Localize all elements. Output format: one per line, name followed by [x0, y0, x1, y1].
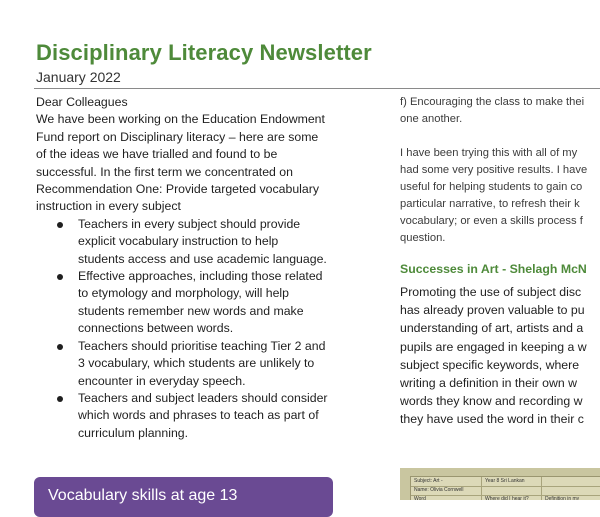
worksheet-cell: Word	[414, 496, 426, 500]
recommendation-list	[36, 216, 366, 442]
list-item-line: students access and use academic language.	[78, 251, 327, 266]
list-item	[78, 390, 366, 442]
text-line: pupils are engaged in keeping a w	[400, 339, 587, 354]
vocabulary-skills-title: Vocabulary skills at age 13	[48, 487, 238, 504]
worksheet-cell: Where did I hear it?	[485, 496, 529, 500]
bullet-icon	[57, 344, 63, 350]
list-item-line: 3 vocabulary, which students are unlikely to	[78, 356, 315, 371]
list-item-line: Teachers should prioritise teaching Tier 2 and	[78, 338, 326, 353]
list-item-line: Effective approaches, including those related	[78, 269, 323, 284]
bullet-icon	[57, 222, 63, 228]
bullet-icon	[57, 274, 63, 280]
vocabulary-worksheet-photo	[400, 468, 600, 500]
list-item	[78, 268, 366, 338]
right-column-text	[400, 94, 600, 247]
list-item-line: which words and phrases to teach as part of	[78, 408, 319, 423]
bullet-icon	[57, 396, 63, 402]
greeting: Dear Colleagues	[36, 95, 128, 109]
newsletter-date: January 2022	[36, 69, 121, 85]
worksheet-table	[410, 476, 600, 500]
art-successes-heading: Successes in Art - Shelagh McN	[400, 262, 587, 276]
list-item-line: connections between words.	[78, 321, 234, 336]
list-item	[78, 338, 366, 390]
text-line: question.	[400, 232, 446, 244]
text-line: useful for helping students to gain co	[400, 181, 583, 193]
text-line: words they know and recording w	[400, 394, 583, 409]
text-line: understanding of art, artists and a	[400, 321, 584, 336]
intro-line: We have been working on the Education Endowment	[36, 112, 325, 127]
text-line: had some very positive results. I have	[400, 164, 588, 176]
worksheet-cell: Definition in my	[545, 496, 580, 500]
text-line: writing a definition in their own w	[400, 376, 578, 391]
text-line: vocabulary; or even a skills process f	[400, 215, 583, 227]
list-item-line: to etymology and morphology, will help	[78, 286, 289, 301]
text-line: they have used the word in their c	[400, 412, 584, 427]
worksheet-cell: Name: Olivia Cornwell	[414, 487, 464, 493]
text-line: I have been trying this with all of my	[400, 147, 578, 159]
list-item-line: Teachers and subject leaders should consider	[78, 390, 328, 405]
text-line: one another.	[400, 113, 463, 125]
list-item-line: Teachers in every subject should provide	[78, 216, 301, 231]
text-line: has already proven valuable to pu	[400, 303, 585, 318]
intro-line: of the ideas we have trialled and found to be	[36, 147, 278, 162]
worksheet-cell: Subject: Art -	[414, 478, 443, 484]
list-item	[78, 216, 366, 268]
list-item-line: explicit vocabulary instruction to help	[78, 234, 279, 249]
list-item-line: curriculum planning.	[78, 425, 189, 440]
text-line: f) Encouraging the class to make thei	[400, 96, 585, 108]
list-item-line: encounter in everyday speech.	[78, 373, 246, 388]
text-line: Promoting the use of subject disc	[400, 285, 582, 299]
intro-line: Recommendation One: Provide targeted vocabulary	[36, 182, 319, 197]
letter-column	[36, 94, 366, 442]
text-line: subject specific keywords, where	[400, 357, 580, 372]
intro-line: instruction in every subject	[36, 199, 181, 214]
intro-line: Fund report on Disciplinary literacy – here are some	[36, 129, 319, 144]
intro-paragraph	[36, 111, 366, 215]
newsletter-title: Disciplinary Literacy Newsletter	[36, 40, 372, 65]
list-item-line: students remember new words and make	[78, 303, 304, 318]
vocabulary-skills-box	[34, 477, 333, 517]
text-line: particular narrative, to refresh their k	[400, 198, 580, 210]
header-divider	[34, 88, 600, 89]
art-successes-text	[400, 283, 600, 429]
intro-line: successful. In the first term we concentrated on	[36, 164, 293, 179]
worksheet-cell: Year 8 Sri Lankan	[485, 478, 525, 484]
